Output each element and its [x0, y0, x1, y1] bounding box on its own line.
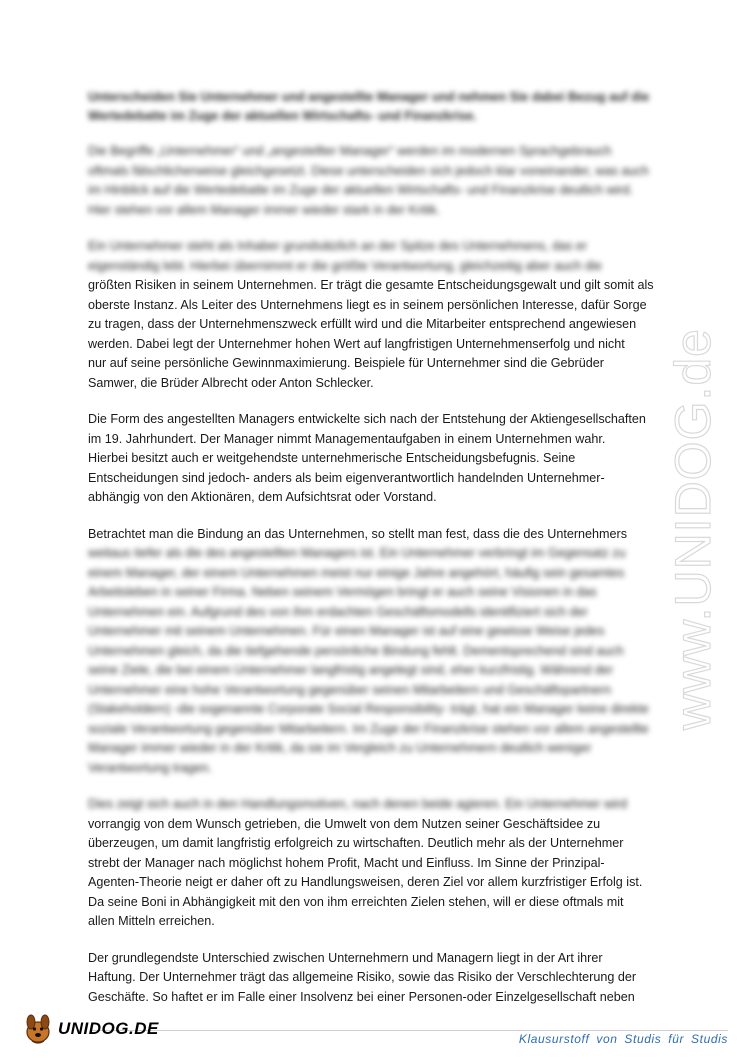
text-line: (Stakeholdern) -die sogenannte Corporate Social Responsibility- trägt, hat ein Manager keine direkte — [88, 702, 649, 716]
text-line: im 19. Jahrhundert. Der Manager nimmt Managementaufgaben in einem Unternehmen wahr. — [88, 431, 606, 446]
text-line: größten Risiken in seinem Unternehmen. Er trägt die gesamte Entscheidungsgewalt und gilt somit als — [88, 278, 654, 292]
footer-tagline: Klausurstoff von Studis für Studis — [518, 1032, 728, 1046]
text-line: weitaus tiefer als die des angestellten Managers ist. Ein Unternehmer verbringt im Gegensatz zu — [88, 546, 626, 560]
text-line: Arbeitsleben in seiner Firma. Neben seinem Vermögen bringt er auch seine Visionen in das — [88, 585, 597, 599]
watermark-graphic — [640, 170, 740, 770]
text-line: Unternehmer eine hohe Verantwortung gegenüber seinen Mitarbeitern und Geschäftspartnern — [88, 682, 611, 697]
text-line: Hierbei besitzt auch er weitgehendste unternehmerische Entscheidungsbefugnis. Seine — [88, 451, 576, 465]
text-line: Samwer, die Brüder Albrecht oder Anton Schlecker. — [88, 375, 374, 390]
text-line: Unternehmen gleich, da die tiefgehende persönliche Bindung fehlt. Dementsprechend sind auch — [88, 643, 624, 658]
text-line: Geschäfte. So haftet er im Falle einer Insolvenz bei einer Personen-oder Einzelgesellschaft neben — [88, 989, 635, 1004]
paragraph-5 — [88, 795, 653, 932]
document-page — [88, 88, 653, 1024]
text-line: allen Mitteln erreichen. — [88, 914, 215, 928]
text-line: soziale Verantwortung gegenüber Mitarbeitern. Im Zuge der Finanzkrise stehen vor allem angestellte — [88, 721, 649, 736]
text-line: werden. Dabei legt der Unternehmer hohen Wert auf langfristigen Unternehmenserfolg und nicht — [88, 336, 625, 351]
text-line: Haftung. Der Unternehmer trägt das allgemeine Risiko, sowie das Risiko der Verschlechterung der — [88, 970, 637, 984]
text-line: oftmals fälschlicherweise gleichgesetzt. Diese unterscheiden sich jedoch klar voneinander, was auch — [88, 163, 649, 178]
watermark — [640, 170, 750, 770]
text-line: Betrachtet man die Bindung an das Unternehmen, so stellt man fest, dass die des Unternehmers — [88, 526, 628, 541]
text-line: Der grundlegendste Unterschied zwischen Unternehmern und Managern liegt in der Art ihrer — [88, 950, 603, 965]
paragraph-3 — [88, 410, 653, 508]
text-line: vorrangig von dem Wunsch getrieben, die Umwelt von dem Nutzen seiner Geschäftsidee zu — [88, 816, 601, 831]
text-line: einem Manager, der einem Unternehmen meist nur einige Jahre angehört, häufig sein gesamtes — [88, 565, 625, 580]
logo-text: UNIDOG.DE — [58, 1019, 159, 1038]
text-line: seine Ziele, die bei einem Unternehmer langfristig angelegt sind, eher kurzfristig. Während der — [88, 663, 614, 677]
text-line: Dies zeigt sich auch in den Handlungsmotiven, nach denen beide agieren. Ein Unternehmer wird — [88, 797, 628, 811]
text-line: Unternehmer mit seinem Unternehmen. Für einen Manager ist auf eine gewisse Weise jedes — [88, 624, 605, 638]
text-line: Da seine Boni in Abhängigkeit mit den von ihm erreichten Zielen stehen, will er diese oftmals mit — [88, 894, 624, 909]
text-line: Ein Unternehmer steht als Inhaber grundsätzlich an der Spitze des Unternehmens, das er — [88, 239, 588, 253]
paragraph-4 — [88, 525, 653, 779]
text-line: Hier stehen vor allem Manager immer wieder stark in der Kritik. — [88, 202, 441, 217]
text-line: nur auf seine persönliche Gewinnmaximierung. Beispiele für Unternehmer sind die Gebrüder — [88, 356, 604, 370]
text-line: überzeugen, um damit langfristig erfolgreich zu wirtschaften. Deutlich mehr als der Unternehmer — [88, 836, 624, 850]
footer-logo — [22, 1012, 159, 1046]
paragraph-6 — [88, 949, 653, 1008]
text-line: Die Begriffe „Unternehmer“ und „angestellter Manager“ werden im modernen Sprachgebrauch — [88, 144, 612, 158]
text-line: Unternehmen ein. Aufgrund des von ihm erdachten Geschäftsmodells identifiziert sich der — [88, 604, 588, 619]
footer-divider — [90, 1030, 728, 1031]
watermark-text: www.UNIDOG.de — [665, 328, 721, 730]
text-line: Agenten-Theorie neigt er daher oft zu Handlungsweisen, deren Ziel vor allem kurzfristiger Erfolg ist. — [88, 875, 643, 889]
text-line: Die Form des angestellten Managers entwickelte sich nach der Entstehung der Aktiengesellschaften — [88, 412, 646, 426]
text-line: abhängig von den Aktionären, dem Aufsichtsrat oder Vorstand. — [88, 490, 437, 504]
paragraph-2 — [88, 237, 653, 393]
text-line: oberste Instanz. Als Leiter des Unternehmens liegt es in seinem persönlichen Interesse, dafür Sorge — [88, 297, 647, 312]
text-line: eigenständig lebt. Hierbei übernimmt er die größte Verantwortung, gleichzeitig aber auch die — [88, 258, 602, 273]
paragraph-1 — [88, 142, 653, 220]
text-line: zu tragen, dass der Unternehmenszweck erfüllt wird und die Mitarbeiter entsprechend angewiesen — [88, 317, 637, 331]
text-line: strebt der Manager nach möglichst hohem Profit, Macht und Einfluss. Im Sinne der Prinzipal- — [88, 855, 605, 870]
document-heading: Unterscheiden Sie Unternehmer und angestellte Manager und nehmen Sie dabei Bezug auf die Wertedebatte im Zuge der aktuellen Wirtschafts- und Finanzkrise. — [88, 90, 650, 123]
text-line: Manager immer wieder in der Kritik, da sie im Vergleich zu Unternehmern deutlich weniger — [88, 741, 592, 755]
text-line: im Hinblick auf die Wertedebatte im Zuge der aktuellen Wirtschafts- und Finanzkrise deutlich wird. — [88, 183, 634, 197]
dog-mascot-icon — [22, 1012, 54, 1046]
text-line: Verantwortung tragen. — [88, 760, 212, 775]
text-line: Entscheidungen sind jedoch- anders als beim eigenverantwortlich handelnden Unternehmer- — [88, 470, 605, 485]
